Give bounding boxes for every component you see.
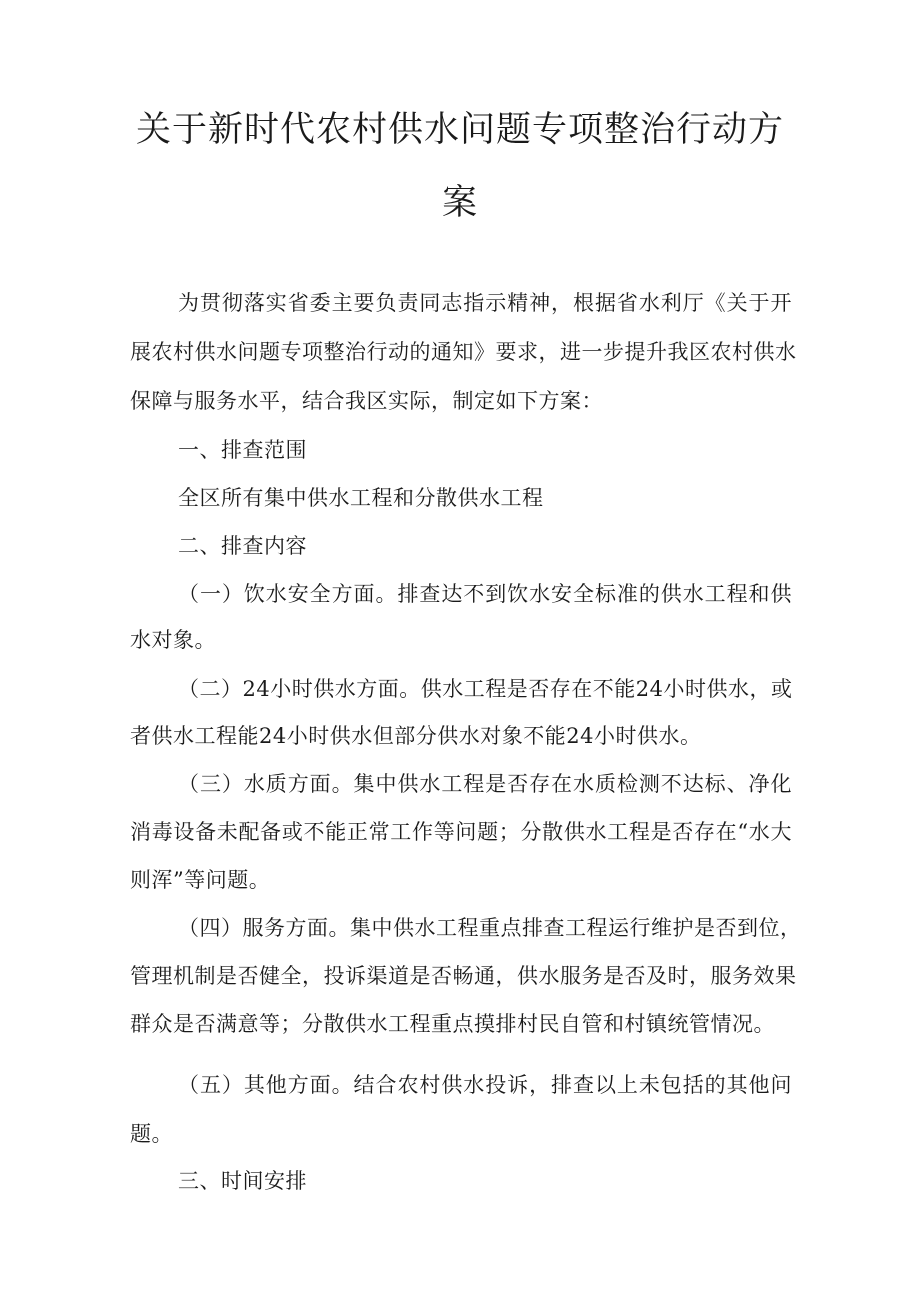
item-4-line-3: 群众是否满意等；分散供水工程重点摸排村民自管和村镇统管情况。: [130, 1012, 775, 1036]
item-4-line-1: （四）服务方面。集中供水工程重点排查工程运行维护是否到位，: [178, 916, 802, 940]
section-heading-schedule: 三、时间安排: [178, 1169, 307, 1193]
item-3-line-1: （三）水质方面。集中供水工程是否存在水质检测不达标、净化: [178, 772, 792, 796]
item-3-line-3: 则浑”等问题。: [130, 868, 271, 892]
item-5-line-1: （五）其他方面。结合农村供水投诉，排查以上未包括的其他问: [178, 1073, 792, 1097]
item-3-line-2: 消毒设备未配备或不能正常工作等问题；分散供水工程是否存在“水大: [130, 820, 792, 844]
item-5-line-2: 题。: [130, 1122, 173, 1146]
item-1-line-2: 水对象。: [130, 628, 216, 652]
document-title-line-2: 案: [441, 183, 478, 223]
item-1-line-1: （一）饮水安全方面。排查达不到饮水安全标准的供水工程和供: [178, 582, 792, 606]
intro-paragraph-line-1: 为贯彻落实省委主要负责同志指示精神，根据省水利厅《关于开: [178, 291, 792, 315]
section-heading-scope: 一、排查范围: [178, 438, 307, 462]
document-title-line-1: 关于新时代农村供水问题专项整治行动方: [135, 110, 784, 150]
item-2-line-2: 者供水工程能24小时供水但部分供水对象不能24小时供水。: [130, 724, 702, 748]
section-heading-content: 二、排查内容: [178, 534, 307, 558]
intro-paragraph-line-3: 保障与服务水平，结合我区实际，制定如下方案：: [130, 389, 603, 413]
scope-text: 全区所有集中供水工程和分散供水工程: [178, 486, 544, 510]
item-2-line-1: （二）24小时供水方面。供水工程是否存在不能24小时供水，或: [178, 677, 793, 701]
item-4-line-2: 管理机制是否健全，投诉渠道是否畅通，供水服务是否及时，服务效果: [130, 964, 797, 988]
intro-paragraph-line-2: 展农村供水问题专项整治行动的通知》要求，进一步提升我区农村供水: [130, 340, 797, 364]
